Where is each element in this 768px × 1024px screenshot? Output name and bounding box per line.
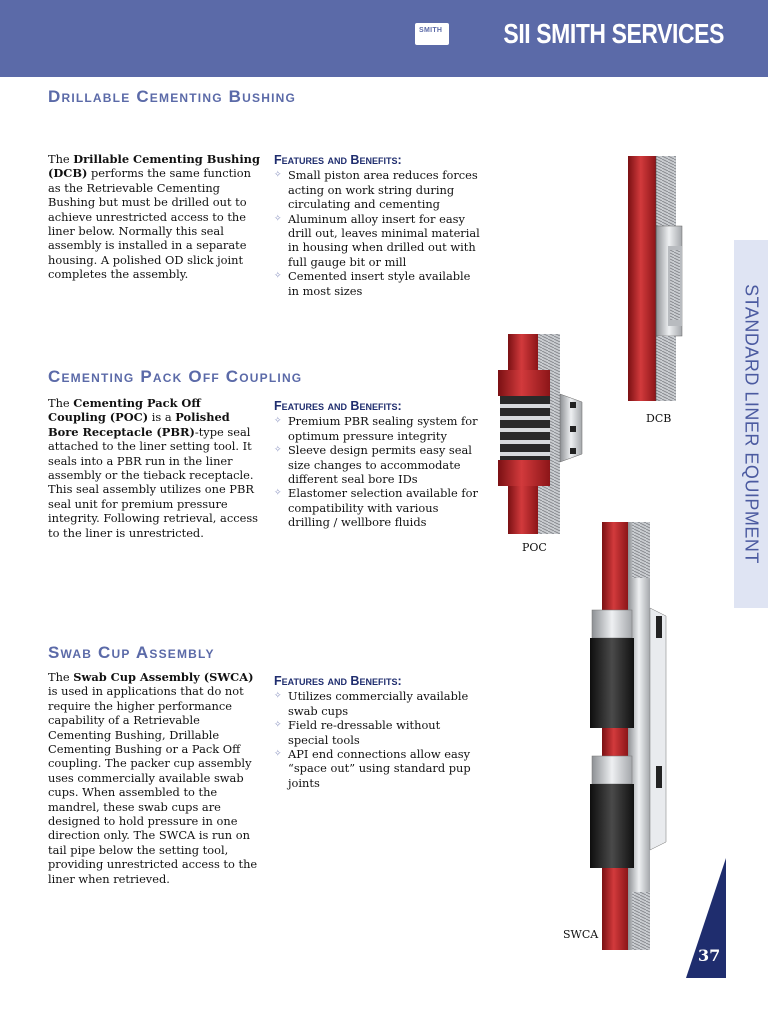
- section-title-dcb: Drillable Cementing Bushing: [48, 87, 297, 106]
- diamond-bullet-icon: ✧: [274, 488, 282, 499]
- brand-logo: [415, 14, 724, 54]
- feature-item: ✧ Premium PBR sealing system for optimum pressure integrity: [274, 414, 478, 443]
- swca-features: [274, 674, 484, 790]
- dcb-illustration: [620, 150, 700, 405]
- section-title-swca: Swab Cup Assembly: [48, 643, 215, 662]
- diamond-bullet-icon: ✧: [274, 213, 282, 224]
- swca-illustration: [586, 520, 676, 952]
- poc-features: [274, 399, 484, 530]
- page-header: [0, 0, 768, 77]
- diamond-bullet-icon: ✧: [274, 749, 282, 760]
- features-title: Features and Benefits:: [274, 153, 402, 167]
- feature-item: ✧ Utilizes commercially available swab cups: [274, 689, 469, 718]
- diamond-bullet-icon: ✧: [274, 445, 282, 456]
- dcb-features: [274, 153, 484, 298]
- dcb-description: The Drillable Cementing Bushing (DCB) performs the same function as the Retrievable Cementing Bushing but must be drilled out to achieve unrestricted access to the liner below. Normally this seal assembly is installed in a separate housing. A polished OD slick joint completes the assembly.: [48, 152, 260, 282]
- diamond-bullet-icon: ✧: [274, 720, 282, 731]
- section-title-poc: Cementing Pack Off Coupling: [48, 367, 303, 386]
- feature-item: ✧ Cemented insert style available in most sizes: [274, 269, 471, 298]
- brand-name: SII SMITH SERVICES: [503, 18, 724, 49]
- feature-item: ✧ Sleeve design permits easy seal size changes to accommodate different seal bore IDs: [274, 443, 472, 487]
- features-title: Features and Benefits:: [274, 674, 402, 688]
- poc-description: The Cementing Pack Off Coupling (POC) is a Polished Bore Receptacle (PBR)-type seal attached to the liner setting tool. It seals into a PBR run in the liner assembly or the tieback receptacle. This seal assembly utilizes one PBR seal unit for premium pressure integrity. Following retrieval, access to the liner is unrestricted.: [48, 396, 259, 540]
- swca-caption: SWCA: [563, 928, 599, 941]
- diamond-bullet-icon: ✧: [274, 416, 282, 427]
- diamond-bullet-icon: ✧: [274, 170, 282, 181]
- page-number: 37: [698, 946, 721, 965]
- feature-item: ✧ Field re-dressable without special tools: [274, 718, 441, 747]
- swca-description: The Swab Cup Assembly (SWCA) is used in applications that do not require the higher performance capability of a Retrievable Cementing Bushing, Drillable Cementing Bushing or a Pack Off coupling. The packer cup assembly uses commercially available swab cups. When assembled to the mandrel, these swab cups are designed to hold pressure in one direction only. The SWCA is run on tail pipe below the setting tool, providing unrestricted access to the liner when retrieved.: [48, 670, 258, 886]
- feature-item: ✧ Elastomer selection available for compatibility with various drilling / wellbore fluids: [274, 486, 478, 530]
- smith-logo-icon: SMITH: [415, 23, 449, 45]
- side-tab-label: STANDARD LINER EQUIPMENT: [741, 284, 762, 564]
- poc-caption: POC: [522, 541, 547, 554]
- poc-illustration: [494, 330, 588, 538]
- feature-item: ✧ API end connections allow easy “space out” using standard pup joints: [274, 747, 471, 790]
- diamond-bullet-icon: ✧: [274, 691, 282, 702]
- feature-item: ✧ Aluminum alloy insert for easy drill out, leaves minimal material in housing when drilled out with full gauge bit or mill: [274, 211, 480, 269]
- features-title: Features and Benefits:: [274, 399, 402, 413]
- dcb-caption: DCB: [646, 412, 672, 425]
- feature-item: ✧ Small piston area reduces forces acting on work string during circulating and cementing: [274, 168, 478, 212]
- diamond-bullet-icon: ✧: [274, 271, 282, 282]
